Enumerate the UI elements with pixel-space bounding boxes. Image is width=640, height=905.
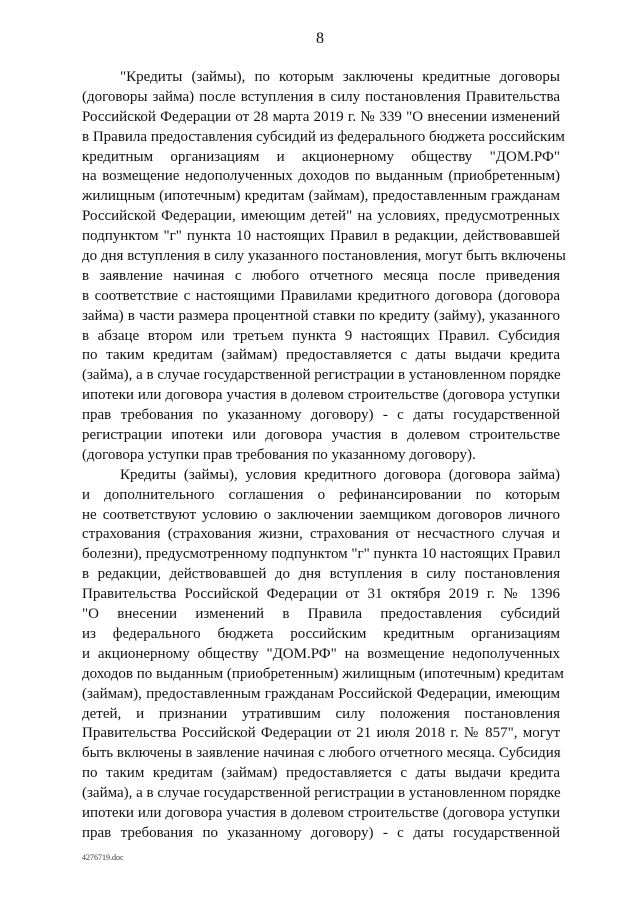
text-line: ипотеки или договора участия в долевом строительстве (договора уступки (82, 804, 560, 821)
text-line: из федерального бюджета российским кредитным организациям (82, 625, 560, 642)
text-line: Кредиты (займы), условия кредитного договора (договора займа) (120, 466, 560, 483)
text-line: страхования (страхования жизни, страхования от несчастного случая и (82, 526, 560, 543)
text-line: (займам), предоставленным гражданам Российской Федерации, имеющим (82, 685, 560, 702)
text-line: кредитным организациям и акционерному обществу "ДОМ.РФ" (82, 148, 560, 165)
text-line: Российской Федерации от 28 марта 2019 г. № 339 "О внесении изменений (82, 108, 560, 125)
text-line: детей, и признании утратившим силу положения постановления (82, 705, 560, 722)
text-line: болезни), предусмотренному подпунктом "г" пункта 10 настоящих Правил (82, 546, 561, 563)
text-line: Правительства Российской Федерации от 31 октября 2019 г. № 1396 (82, 586, 560, 603)
text-line: (договоры займа) после вступления в силу постановления Правительства (82, 88, 560, 105)
text-line: быть включены в заявление начиная с любого отчетного месяца. Субсидия (82, 745, 561, 762)
text-line: "Кредиты (займы), по которым заключены кредитные договоры (120, 69, 560, 85)
text-line: подпунктом "г" пункта 10 настоящих Правил в редакции, действовавшей (82, 228, 560, 245)
text-line: прав требования по указанному договору) - с даты государственной (82, 407, 560, 424)
text-line: Правительства Российской Федерации от 21 июля 2018 г. № 857", могут (82, 725, 560, 742)
text-line: регистрации ипотеки или договора участия в долевом строительстве (82, 427, 560, 444)
text-line: (договора уступки прав требования по указанному договору). (82, 446, 476, 463)
text-line: и дополнительного соглашения о рефинансировании по которым (82, 486, 560, 503)
text-line: в заявление начиная с любого отчетного месяца после приведения (82, 267, 560, 284)
paragraph (82, 466, 564, 844)
text-line: в редакции, действовавшей до дня вступления в силу постановления (82, 566, 560, 583)
text-line: до дня вступления в силу указанного постановления, могут быть включены (82, 248, 566, 265)
page-number: 8 (316, 30, 324, 47)
footer-filename: 4276719.doc (82, 853, 124, 862)
text-line: (займа), а в случае государственной регистрации в установленном порядке (82, 367, 561, 384)
text-line: ипотеки или договора участия в долевом строительстве (договора уступки (82, 387, 560, 404)
text-line: на возмещение недополученных доходов по выданным (приобретенным) (82, 168, 560, 185)
text-line: доходов по выданным (приобретенным) жилищным (ипотечным) кредитам (82, 665, 564, 682)
paragraph (82, 68, 566, 466)
text-line: и акционерному обществу "ДОМ.РФ" на возмещение недополученных (82, 645, 560, 662)
text-line: не соответствуют условию о заключении заемщиком договоров личного (82, 506, 560, 523)
text-line: займа) в части размера процентной ставки по кредиту (займу), указанного (82, 307, 560, 324)
text-line: прав требования по указанному договору) - с даты государственной (82, 824, 560, 841)
text-line: жилищным (ипотечным) кредитам (займам), предоставленным гражданам (82, 188, 560, 205)
text-line: по таким кредитам (займам) предоставляется с даты выдачи кредита (82, 347, 560, 364)
document-body (82, 68, 566, 844)
text-line: в соответствие с настоящими Правилами кредитного договора (договора (82, 287, 560, 304)
text-line: по таким кредитам (займам) предоставляется с даты выдачи кредита (82, 765, 560, 782)
text-line: Российской Федерации, имеющим детей" на условиях, предусмотренных (82, 208, 560, 225)
text-line: в абзаце втором или третьем пункта 9 настоящих Правил. Субсидия (82, 327, 560, 344)
text-line: "О внесении изменений в Правила предоставления субсидий (82, 606, 560, 623)
text-line: в Правила предоставления субсидий из федерального бюджета российским (82, 128, 565, 145)
text-line: (займа), а в случае государственной регистрации в установленном порядке (82, 785, 561, 802)
